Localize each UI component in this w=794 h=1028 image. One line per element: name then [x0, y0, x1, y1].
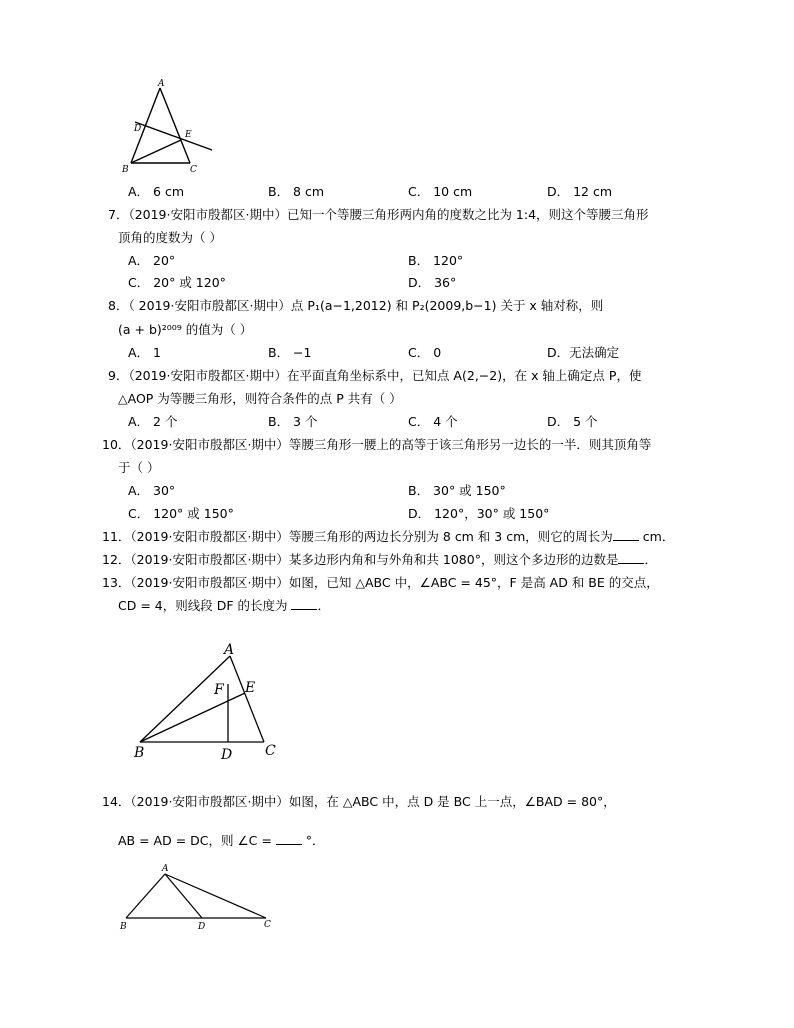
q9-option-c: C． 4 个 — [408, 414, 458, 429]
q13-label-d: D — [221, 747, 233, 763]
q11-stem — [102, 527, 674, 545]
q8-stem-line2: (a + b)²⁰⁰⁹ 的值为（ ） — [118, 322, 253, 337]
q13-label-e: E — [245, 680, 256, 696]
q14-text: AB = AD = DC，则 ∠C = — [118, 833, 276, 848]
q7-stem-line1: 7．（2019·安阳市殷都区·期中）已知一个等腰三角形两内角的度数之比为 1:4，则这个等腰三角形 — [108, 207, 649, 222]
q6-option-b: B． 8 cm — [268, 184, 325, 199]
fig6-label-b: B — [122, 165, 129, 175]
q6-triangle-figure — [118, 76, 218, 176]
q13-label-b: B — [134, 745, 145, 761]
q9-option-b: B． 3 个 — [268, 414, 318, 429]
q10-option-b: B． 30° 或 150° — [408, 483, 506, 498]
q9-stem-line2: △AOP 为等腰三角形，则符合条件的点 P 共有（ ） — [118, 391, 402, 406]
q13-stem-line2 — [118, 596, 330, 614]
q12-text: 12．（2019·安阳市殷都区·期中）某多边形内角和与外角和共 1080°，则这个多边形的边数是 — [102, 552, 619, 567]
q12-end: ． — [644, 552, 657, 567]
q8-stem-line1: 8．（ 2019·安阳市殷都区·期中）点 P₁(a−1,2012) 和 P₂(2009,b−1) 关于 x 轴对称，则 — [108, 298, 604, 313]
q9-stem-line1: 9．（2019·安阳市殷都区·期中）在平面直角坐标系中，已知点 A(2,−2)，在 x 轴上确定点 P，使 — [108, 368, 642, 383]
q7-stem-line2: 顶角的度数为（ ） — [118, 230, 222, 245]
q6-option-d: D． 12 cm — [547, 184, 613, 199]
q14-label-a: A — [162, 864, 169, 874]
q6-option-a: A． 6 cm — [128, 184, 184, 199]
q12-stem — [102, 550, 657, 568]
q10-option-c: C． 120° 或 150° — [128, 506, 234, 521]
q13-label-c: C — [265, 743, 276, 759]
q14-label-d: D — [198, 922, 206, 932]
q11-unit: cm． — [638, 529, 675, 544]
q13-answer-blank[interactable] — [291, 597, 317, 610]
fig6-label-d: D — [134, 124, 142, 134]
q7-option-d: D． 36° — [408, 275, 457, 290]
q10-option-a: A． 30° — [128, 483, 176, 498]
q12-answer-blank[interactable] — [618, 551, 644, 564]
fig6-label-a: A — [158, 79, 165, 89]
q13-stem-line1: 13．（2019·安阳市殷都区·期中）如图，已知 △ABC 中，∠ABC = 45°，F 是高 AD 和 BE 的交点， — [102, 575, 659, 590]
q9-option-a: A． 2 个 — [128, 414, 178, 429]
q7-option-a: A． 20° — [128, 253, 176, 268]
q14-label-b: B — [120, 922, 127, 932]
q13-text: CD = 4，则线段 DF 的长度为 — [118, 598, 292, 613]
q14-end: °． — [301, 833, 325, 848]
q13-end: ． — [317, 598, 330, 613]
q8-option-c: C． 0 — [408, 345, 442, 360]
q10-stem-line2: 于（ ） — [118, 460, 160, 475]
q7-option-b: B． 120° — [408, 253, 464, 268]
q13-triangle-figure — [128, 640, 288, 765]
q9-option-d: D． 5 个 — [547, 414, 598, 429]
q14-answer-blank[interactable] — [276, 832, 302, 845]
q13-label-a: A — [224, 642, 235, 658]
fig6-label-c: C — [190, 165, 197, 175]
q14-label-c: C — [264, 920, 271, 930]
q8-option-b: B． −1 — [268, 345, 312, 360]
q10-option-d: D． 120°，30° 或 150° — [408, 506, 550, 521]
q14-stem-line1: 14．（2019·安阳市殷都区·期中）如图，在 △ABC 中，点 D 是 BC 上一点，∠BAD = 80°， — [102, 794, 616, 809]
q8-option-a: A． 1 — [128, 345, 161, 360]
q14-stem-line2 — [118, 831, 325, 849]
q13-label-f: F — [214, 682, 224, 698]
q8-option-d: D．无法确定 — [547, 345, 620, 360]
fig6-label-e: E — [185, 130, 192, 140]
q6-option-c: C． 10 cm — [408, 184, 473, 199]
q10-stem-line1: 10．（2019·安阳市殷都区·期中）等腰三角形一腰上的高等于该三角形另一边长的一半．则其顶角等 — [102, 437, 652, 452]
q11-answer-blank[interactable] — [613, 528, 639, 541]
q7-option-c: C． 20° 或 120° — [128, 275, 226, 290]
q14-triangle-figure — [118, 860, 278, 935]
q11-text: 11．（2019·安阳市殷都区·期中）等腰三角形的两边长分别为 8 cm 和 3 cm，则它的周长为 — [102, 529, 613, 544]
